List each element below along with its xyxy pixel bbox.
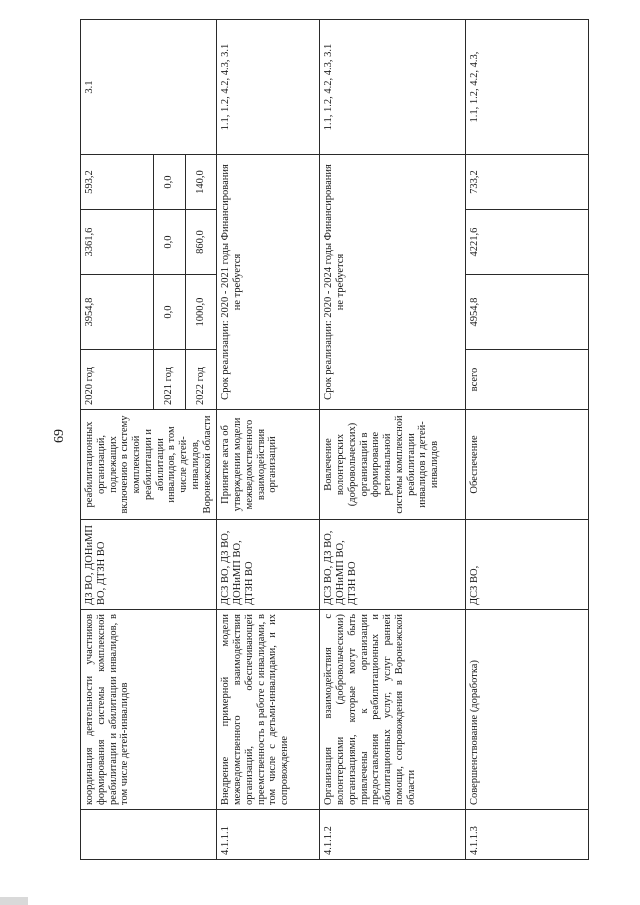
result-cell: Вовлечение волонтерских (добровольческих) организаций в формирование региональной системы комплексной реабилитации инвалидов и детей-инвалидов xyxy=(320,410,466,520)
result-cell: Принятие акта об утверждении модели межведомственного взаимодействия организаций xyxy=(217,410,320,520)
result-cell: Обеспечение xyxy=(466,410,589,520)
funding-total-cell: 0,0 xyxy=(153,275,185,350)
funding-regional-cell: 733,2 xyxy=(466,155,589,210)
funding-note-cell: Срок реализации: 2020 - 2024 годы Финансирования не требуется xyxy=(320,155,466,410)
indicators-cell: 3.1 xyxy=(81,20,217,155)
measure-cell: Организация взаимодействия с волонтерскими (добровольческими) организациями, которые могут быть привлечены к организации предоставления реабилитационных и абилитационных услуг, услуг ранней помощи, сопровождения в Воронежской области xyxy=(320,610,466,810)
year-cell: 2021 год xyxy=(153,350,185,410)
funding-federal-cell: 0,0 xyxy=(153,210,185,275)
executors-cell: ДСЗ ВО, ДЗ ВО, ДОНиМП ВО, ДТЗН ВО xyxy=(320,520,466,610)
measures-table-frame xyxy=(80,20,564,860)
scan-edge-mark xyxy=(0,897,28,905)
table-row xyxy=(81,20,154,860)
funding-regional-cell: 140,0 xyxy=(185,155,217,210)
funding-total-cell: 3954,8 xyxy=(81,275,154,350)
executors-cell: ДЗ ВО, ДОНиМП ВО, ДТЗН ВО xyxy=(81,520,217,610)
row-number-cell: 4.1.1.1 xyxy=(217,810,320,860)
measure-cell: координация деятельности участников формирования системы комплексной реабилитации и абилитации инвалидов, в том числе детей-инвалидов xyxy=(81,610,217,810)
measure-cell: Внедрение примерной модели межведомственного взаимодействия организаций, обеспечивающей преемственность в работе с инвалидами, в том числе с детьми-инвалидами, и их сопровождение xyxy=(217,610,320,810)
funding-note-cell: Срок реализации: 2020 - 2021 годы Финансирования не требуется xyxy=(217,155,320,410)
indicators-cell: 1.1, 1.2, 4.2, 4.3, 3.1 xyxy=(320,20,466,155)
year-cell: всего xyxy=(466,350,589,410)
funding-total-cell: 1000,0 xyxy=(185,275,217,350)
funding-federal-cell: 4221,6 xyxy=(466,210,589,275)
page-number: 69 xyxy=(52,429,67,443)
table-row xyxy=(466,20,589,860)
result-cell: реабилитационных организаций, подлежащих включению в систему комплексной реабилитации и абилитации инвалидов, в том числе детей-инвалидов, Воронежской области xyxy=(81,410,217,520)
funding-federal-cell: 3361,6 xyxy=(81,210,154,275)
indicators-cell: 1.1, 1.2, 4.2, 4.3, 3.1 xyxy=(217,20,320,155)
row-number-cell: 4.1.1.2 xyxy=(320,810,466,860)
row-number-cell: 4.1.1.3 xyxy=(466,810,589,860)
measures-table xyxy=(80,19,589,860)
year-cell: 2020 год xyxy=(81,350,154,410)
executors-cell: ДСЗ ВО, xyxy=(466,520,589,610)
year-cell: 2022 год xyxy=(185,350,217,410)
funding-regional-cell: 593,2 xyxy=(81,155,154,210)
row-number-cell xyxy=(81,810,217,860)
executors-cell: ДСЗ ВО, ДЗ ВО, ДОНиМП ВО, ДТЗН ВО xyxy=(217,520,320,610)
funding-regional-cell: 0,0 xyxy=(153,155,185,210)
funding-federal-cell: 860,0 xyxy=(185,210,217,275)
funding-total-cell: 4954,8 xyxy=(466,275,589,350)
indicators-cell: 1.1, 1.2, 4.2, 4.3, xyxy=(466,20,589,155)
table-row xyxy=(320,20,466,860)
table-row xyxy=(217,20,320,860)
measure-cell: Совершенствование (доработка) xyxy=(466,610,589,810)
